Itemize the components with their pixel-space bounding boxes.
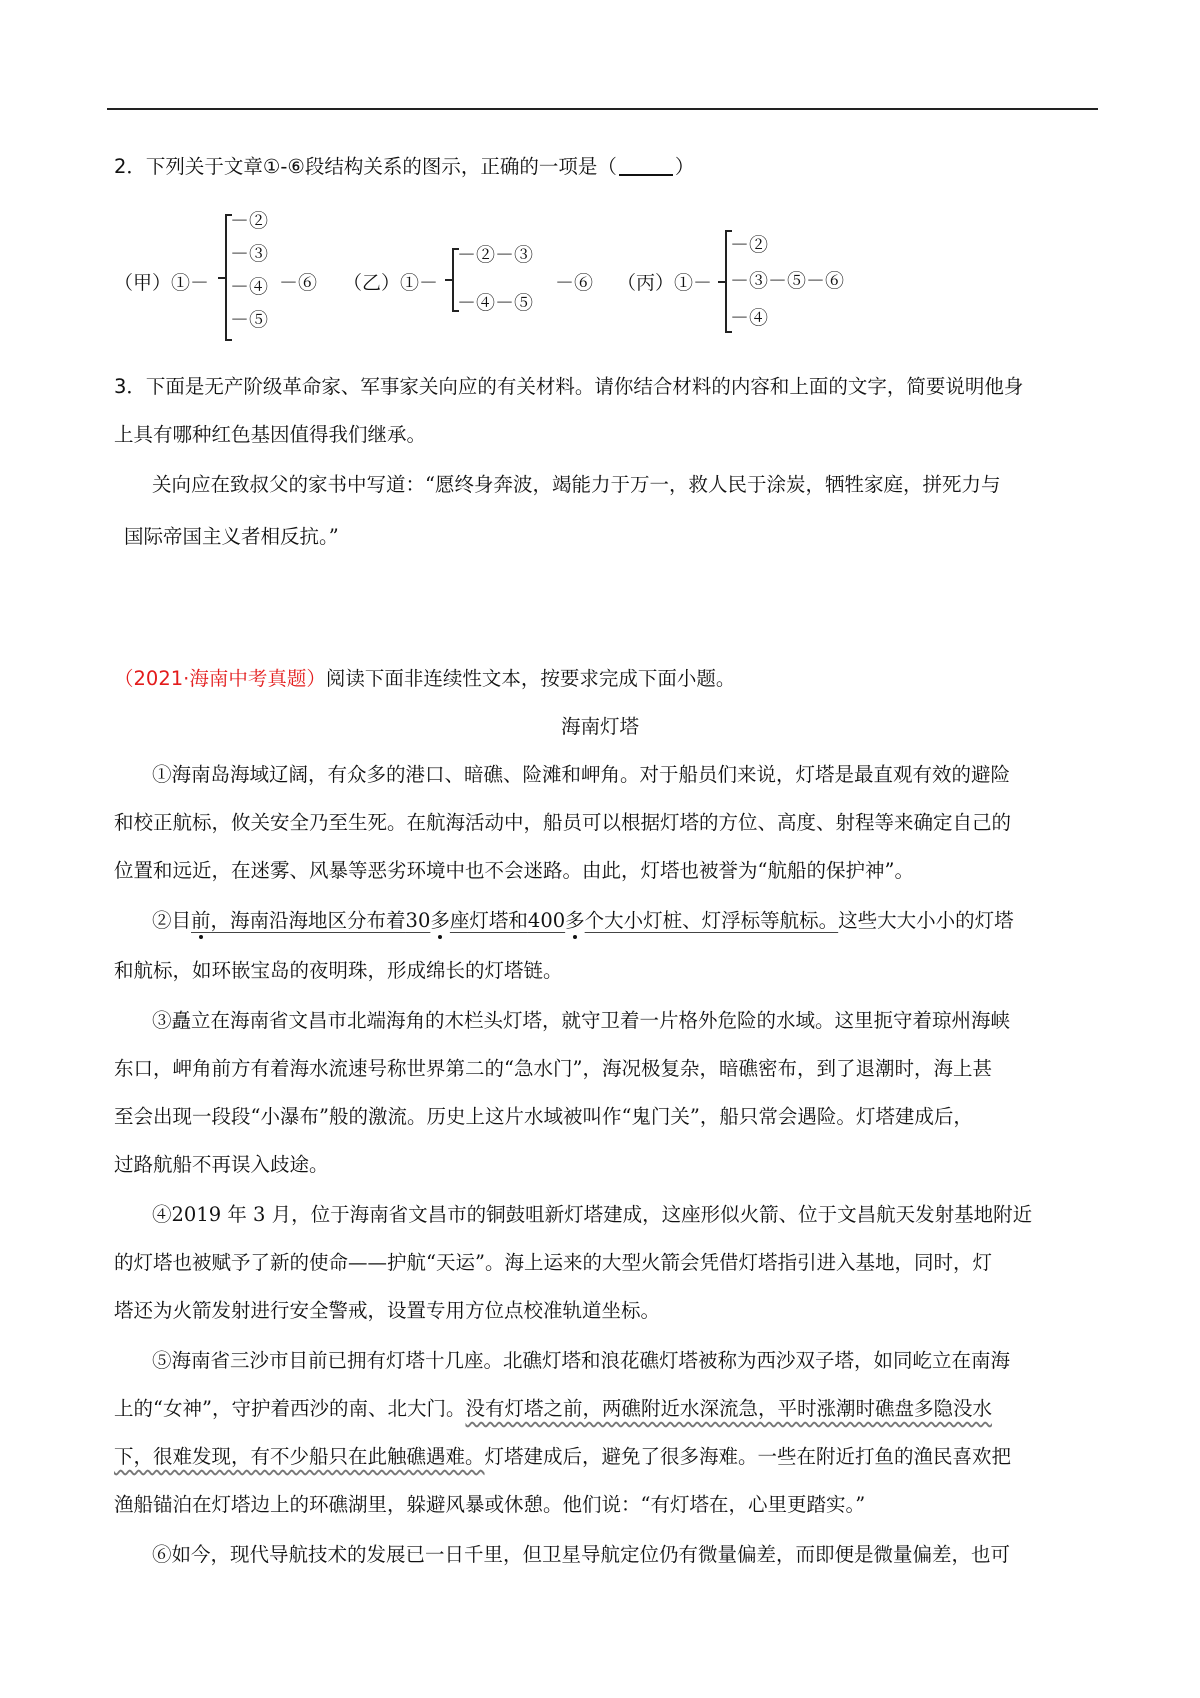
diagram-jia-item: －⑤: [230, 309, 269, 331]
brace-hook: [445, 279, 452, 281]
diagram-jia-brace: [225, 214, 227, 340]
underlined-segment: ，海南沿海地区分布着: [210, 909, 406, 932]
text-segment: ②目: [152, 909, 192, 932]
diagram-jia-end: －⑥: [279, 272, 318, 294]
diagram-jia-item: －③: [230, 243, 269, 265]
passage-intro: [114, 664, 735, 694]
diagram-yi-brace: [452, 248, 454, 311]
paragraph-4-line: ④2019 年 3 月，位于海南省文昌市的铜鼓咀新灯塔建成，这座形似火箭、位于文昌航天发射基地附近: [152, 1203, 1033, 1226]
paragraph-1-line: ①海南岛海域辽阔，有众多的港口、暗礁、险滩和岬角。对于船员们来说，灯塔是最直观有效的避险: [152, 763, 1011, 786]
diagram-jia-label: （甲）①－: [114, 272, 210, 294]
diagram-yi-item: －④－⑤: [457, 292, 534, 314]
diagram-bing-item: －③－⑤－⑥: [730, 270, 845, 292]
paragraph-3-line: 至会出现一段段“小瀑布”般的激流。历史上这片水域被叫作“鬼门关”，船只常会遇险。灯塔建成后，: [114, 1105, 973, 1128]
question-2-text: 2．下列关于文章①-⑥段结构关系的图示，正确的一项是（: [114, 155, 617, 178]
paragraph-3-line: ③矗立在海南省文昌市北端海角的木栏头灯塔，就守卫着一片格外危险的水域。这里扼守着琼州海峡: [152, 1009, 1011, 1032]
paragraph-6-line: ⑥如今，现代导航技术的发展已一日千里，但卫星导航定位仍有微量偏差，而即便是微量偏差，也可: [152, 1543, 1011, 1566]
question-3-line-2: 上具有哪种红色基因值得我们继承。: [114, 423, 427, 446]
diagram-bing-label: （丙）①－: [617, 272, 713, 294]
underlined-segment: 个大小灯桩、灯浮标等航标。: [584, 909, 839, 932]
paragraph-5-line: [114, 1394, 992, 1424]
text-segment: 灯塔建成后，避免了很多海难。一些在附近打鱼的渔民喜欢把: [484, 1445, 1012, 1468]
paragraph-4-line: 的灯塔也被赋予了新的使命——护航“天运”。海上运来的大型火箭会凭借灯塔指引进入基地，同时，灯: [114, 1251, 992, 1274]
text-segment: 这些大大小小的灯塔: [838, 909, 1014, 932]
brace-hook: [225, 339, 232, 341]
material-line-2: 国际帝国主义者相反抗。”: [124, 525, 339, 548]
paragraph-3-line: 东口，岬角前方有着海水流速号称世界第二的“急水门”，海况极复杂，暗礁密布，到了退潮时，海上甚: [114, 1057, 992, 1080]
paragraph-3-line: 过路航船不再误入歧途。: [114, 1153, 329, 1176]
brace-hook: [725, 331, 732, 333]
question-3-line-1: 3．下面是无产阶级革命家、军事家关向应的有关材料。请你结合材料的内容和上面的文字，简要说明他身: [114, 375, 1024, 398]
question-2-close: ）: [674, 155, 695, 178]
wavy-underlined-segment: 没有灯塔之前，两礁附近水深流急，平时涨潮时礁盘多隐没水: [465, 1397, 992, 1420]
diagram-yi-label: （乙）①－: [343, 272, 439, 294]
header-rule: [107, 108, 1098, 110]
material-line-1: 关向应在致叔父的家书中写道：“愿终身奔波，竭能力于万一，救人民于涂炭，牺牲家庭，拼死力与: [152, 473, 1001, 496]
brace-hook: [718, 281, 725, 283]
paragraph-5-line: [114, 1442, 1011, 1472]
wavy-underlined-segment: 下，很难发现，有不少船只在此触礁遇难。: [114, 1445, 485, 1468]
paragraph-1-line: 和校正航标，攸关安全乃至生死。在航海活动中，船员可以根据灯塔的方位、高度、射程等来确定自己的: [114, 811, 1012, 834]
dotted-char: 前: [191, 909, 211, 932]
paragraph-2-line-1: [152, 906, 1014, 936]
diagram-bing-brace: [725, 230, 727, 332]
paragraph-4-line: 塔还为火箭发射进行安全警戒，设置专用方位点校准轨道坐标。: [114, 1299, 661, 1322]
diagram-jia-item: －②: [230, 210, 269, 232]
paragraph-1-line: 位置和远近，在迷雾、风暴等恶劣环境中也不会迷路。由此，灯塔也被誉为“航船的保护神”。: [114, 859, 914, 882]
answer-blank: [619, 154, 673, 176]
paragraph-5-line: ⑤海南省三沙市目前已拥有灯塔十几座。北礁灯塔和浪花礁灯塔被称为西沙双子塔，如同屹立在南海: [152, 1349, 1011, 1372]
paragraph-2-line-2: 和航标，如环嵌宝岛的夜明珠，形成绵长的灯塔链。: [114, 959, 563, 982]
paragraph-5-line: 渔船锚泊在灯塔边上的环礁湖里，躲避风暴或休憩。他们说：“有灯塔在，心里更踏实。”: [114, 1493, 866, 1516]
brace-hook: [218, 277, 225, 279]
source-tag: （2021·海南中考真题）: [114, 667, 326, 690]
article-title: 海南灯塔: [560, 715, 639, 738]
question-2: [114, 152, 694, 182]
diagram-bing-item: －②: [730, 234, 769, 256]
underlined-number: 400: [527, 909, 566, 932]
diagram-jia-item: －④: [230, 276, 269, 298]
diagram-bing-item: －④: [730, 307, 769, 329]
dotted-char: 多: [430, 909, 450, 932]
diagram-yi-item: －②－③: [457, 244, 534, 266]
underlined-segment: 座灯塔和: [449, 909, 528, 932]
text-segment: 上的“女神”，守护着西沙的南、北大门。: [114, 1397, 466, 1420]
diagram-yi-end: －⑥: [555, 272, 594, 294]
underlined-number: 30: [405, 909, 431, 932]
dotted-char: 多: [565, 909, 585, 932]
intro-text: 阅读下面非连续性文本，按要求完成下面小题。: [325, 667, 736, 690]
